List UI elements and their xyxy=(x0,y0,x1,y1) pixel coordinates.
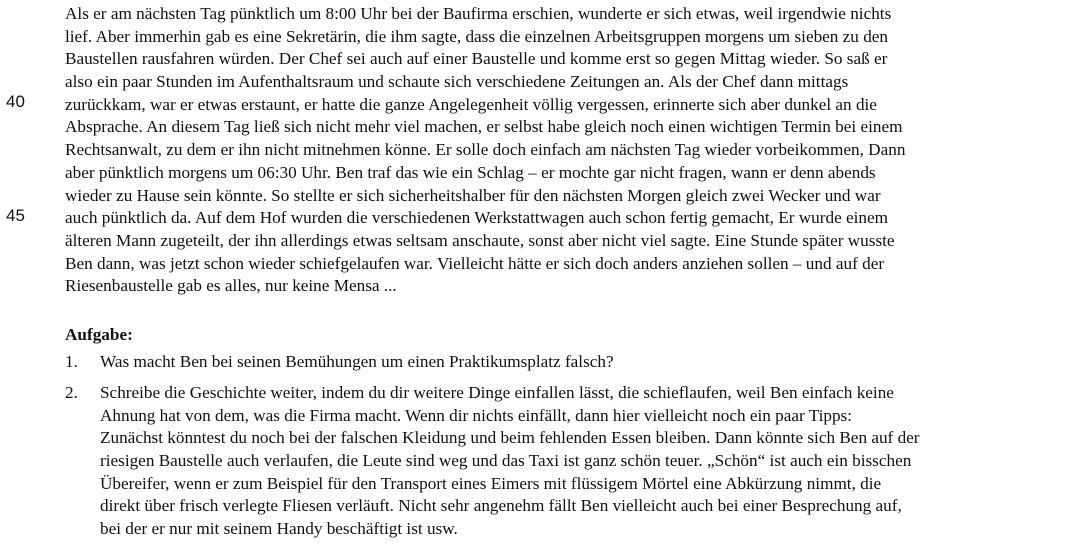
story-line: älteren Mann zugeteilt, der ihn allerdings etwas seltsam anschaute, sonst aber nicht viel sagte. Eine Stunde später wusste xyxy=(65,230,895,250)
story-line: Als er am nächsten Tag pünktlich um 8:00 Uhr bei der Baufirma erschien, wunderte er sich etwas, weil irgendwie nichts xyxy=(65,4,892,23)
task-number: 1. xyxy=(65,352,78,371)
story-text xyxy=(65,3,905,298)
story-line: Baustellen rausfahren würden. Der Chef sei auch auf einer Baustelle und komme erst so gegen Mittag wieder. So saß er xyxy=(65,49,888,69)
task-line: Zunächst könntest du noch bei der falschen Kleidung und beim fehlenden Essen bleiben. Dann könnte sich Ben auf der xyxy=(100,428,920,448)
story-line: Riesenbaustelle gab es alles, nur keine Mensa ... xyxy=(65,276,397,296)
task-line: Was macht Ben bei seinen Bemühungen um einen Praktikumsplatz falsch? xyxy=(100,352,614,371)
task-line: direkt über frisch verlegte Fliesen verläuft. Nicht sehr angenehm fällt Ben vielleicht auch bei einer Besprechung auf, xyxy=(100,496,902,516)
line-number: 45 xyxy=(6,206,25,225)
story-line: Absprache. An diesem Tag ließ sich nicht mehr viel machen, er selbst habe gleich noch einen wichtigen Termin bei einem xyxy=(65,117,903,137)
task-line: bei der er nur mit seinem Handy beschäftigt ist usw. xyxy=(100,519,458,539)
task-line: Ahnung hat von dem, was die Firma macht. Wenn dir nichts einfällt, dann hier vielleicht noch ein paar Tipps: xyxy=(100,405,853,425)
task-heading: Aufgabe: xyxy=(65,325,133,344)
story-line: aber pünktlich morgens um 06:30 Uhr. Ben traf das wie ein Schlag – er mochte gar nicht fragen, wann er denn abends xyxy=(65,162,876,182)
story-line: wieder zu Hause sein könnte. So stellte er sich sicherheitshalber für den nächsten Morgen gleich zwei Wecker und war xyxy=(65,185,881,205)
task-line: Schreibe die Geschichte weiter, indem du dir weitere Dinge einfallen lässt, die schieflaufen, weil Ben einfach keine xyxy=(100,383,894,402)
line-number: 40 xyxy=(6,92,25,111)
task-number: 2. xyxy=(65,383,78,402)
story-line: Rechtsanwalt, zu dem er ihn nicht mitnehmen könne. Er solle doch einfach am nächsten Tag wieder vorbeikommen, Dann xyxy=(65,140,906,160)
story-line: also ein paar Stunden im Aufenthaltsraum und schaute sich verschiedene Zeitungen an. Als der Chef dann mittags xyxy=(65,72,849,92)
task-line: Übereifer, wenn er zum Beispiel für den Transport eines Eimers mit flüssigem Mörtel eine Abkürzung nimmt, die xyxy=(100,473,882,493)
story-line: Ben dann, was jetzt schon wieder schiefgelaufen war. Vielleicht hätte er sich doch anders anziehen sollen – und auf der xyxy=(65,253,885,273)
task-line: riesigen Baustelle auch verlaufen, die Leute sind weg und das Taxi ist ganz schön teuer. „Schön“ ist auch ein bisschen xyxy=(100,451,912,471)
story-line: auch pünktlich da. Auf dem Hof wurden die verschiedenen Werkstattwagen auch schon fertig gemacht, Er wurde einem xyxy=(65,208,889,228)
story-line: lief. Aber immerhin gab es eine Sekretärin, die ihm sagte, dass die einzelnen Arbeitsgruppen morgens um sieben zu den xyxy=(65,26,889,46)
story-line: zurückkam, war er etwas erstaunt, er hatte die ganze Angelegenheit völlig vergessen, erinnerte sich aber dunkel an die xyxy=(65,94,877,114)
